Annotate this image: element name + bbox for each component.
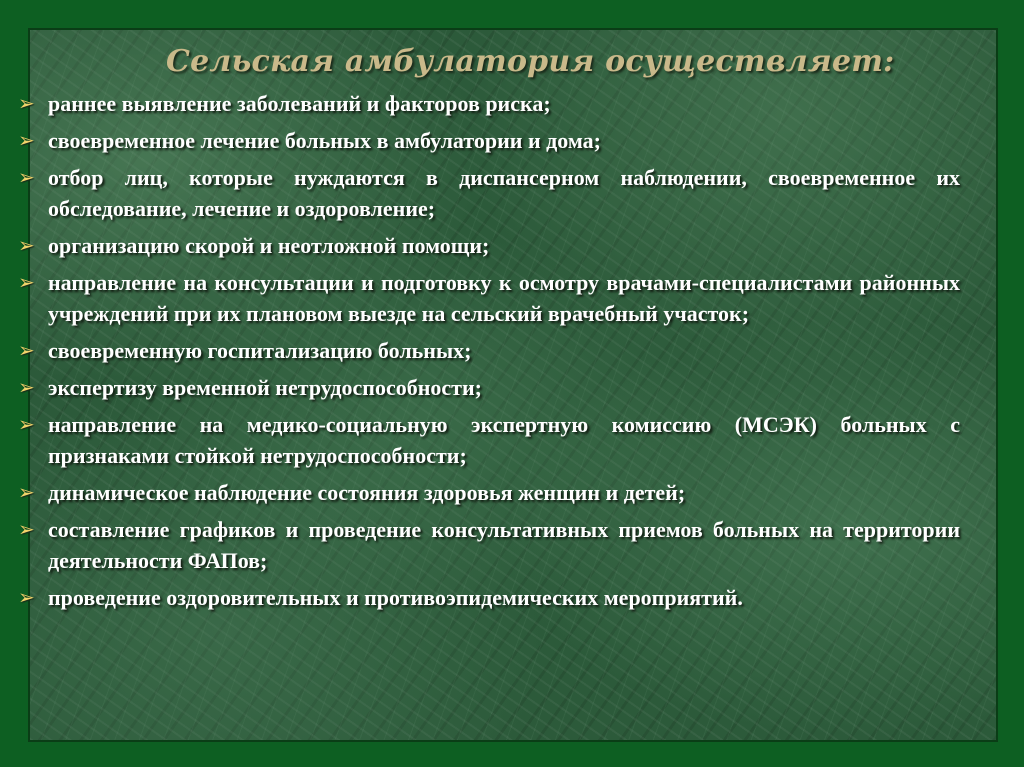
arrow-bullet-icon: ➢ [18,585,35,609]
list-item [18,335,960,366]
arrow-bullet-icon: ➢ [18,128,35,152]
arrow-bullet-icon: ➢ [18,412,35,436]
arrow-bullet-icon: ➢ [18,517,35,541]
list-item [18,372,960,403]
list-item-text: экспертизу временной нетрудоспособности; [48,375,482,400]
arrow-bullet-icon: ➢ [18,270,35,294]
list-item-text: направление на медико-социальную экспертную комиссию (МСЭК) больных с признаками стойкой нетрудоспособности; [48,412,960,468]
list-item [18,267,960,329]
list-item-text: своевременное лечение больных в амбулатории и дома; [48,128,602,153]
list-item-text: динамическое наблюдение состояния здоровья женщин и детей; [48,480,686,505]
arrow-bullet-icon: ➢ [18,375,35,399]
list-item [18,162,960,224]
list-item [18,582,960,613]
bullet-list [18,88,960,619]
arrow-bullet-icon: ➢ [18,91,35,115]
list-item [18,88,960,119]
list-item [18,514,960,576]
list-item [18,409,960,471]
list-item [18,477,960,508]
arrow-bullet-icon: ➢ [18,338,35,362]
list-item-text: проведение оздоровительных и противоэпидемических мероприятий. [48,585,743,610]
list-item [18,230,960,261]
list-item-text: организацию скорой и неотложной помощи; [48,233,490,258]
list-item [18,125,960,156]
arrow-bullet-icon: ➢ [18,480,35,504]
arrow-bullet-icon: ➢ [18,233,35,257]
list-item-text: своевременную госпитализацию больных; [48,338,472,363]
list-item-text: раннее выявление заболеваний и факторов риска; [48,91,551,116]
arrow-bullet-icon: ➢ [18,165,35,189]
list-item-text: направление на консультации и подготовку к осмотру врачами-специалистами районных учреждений при их плановом выезде на сельский врачебный участок; [48,270,960,326]
list-item-text: отбор лиц, которые нуждаются в диспансерном наблюдении, своевременное их обследование, лечение и оздоровление; [48,165,960,221]
list-item-text: составление графиков и проведение консультативных приемов больных на территории деятельности ФАПов; [48,517,960,573]
slide-title: Сельская амбулатория осуществляет: [166,44,895,79]
content-panel [18,28,998,742]
